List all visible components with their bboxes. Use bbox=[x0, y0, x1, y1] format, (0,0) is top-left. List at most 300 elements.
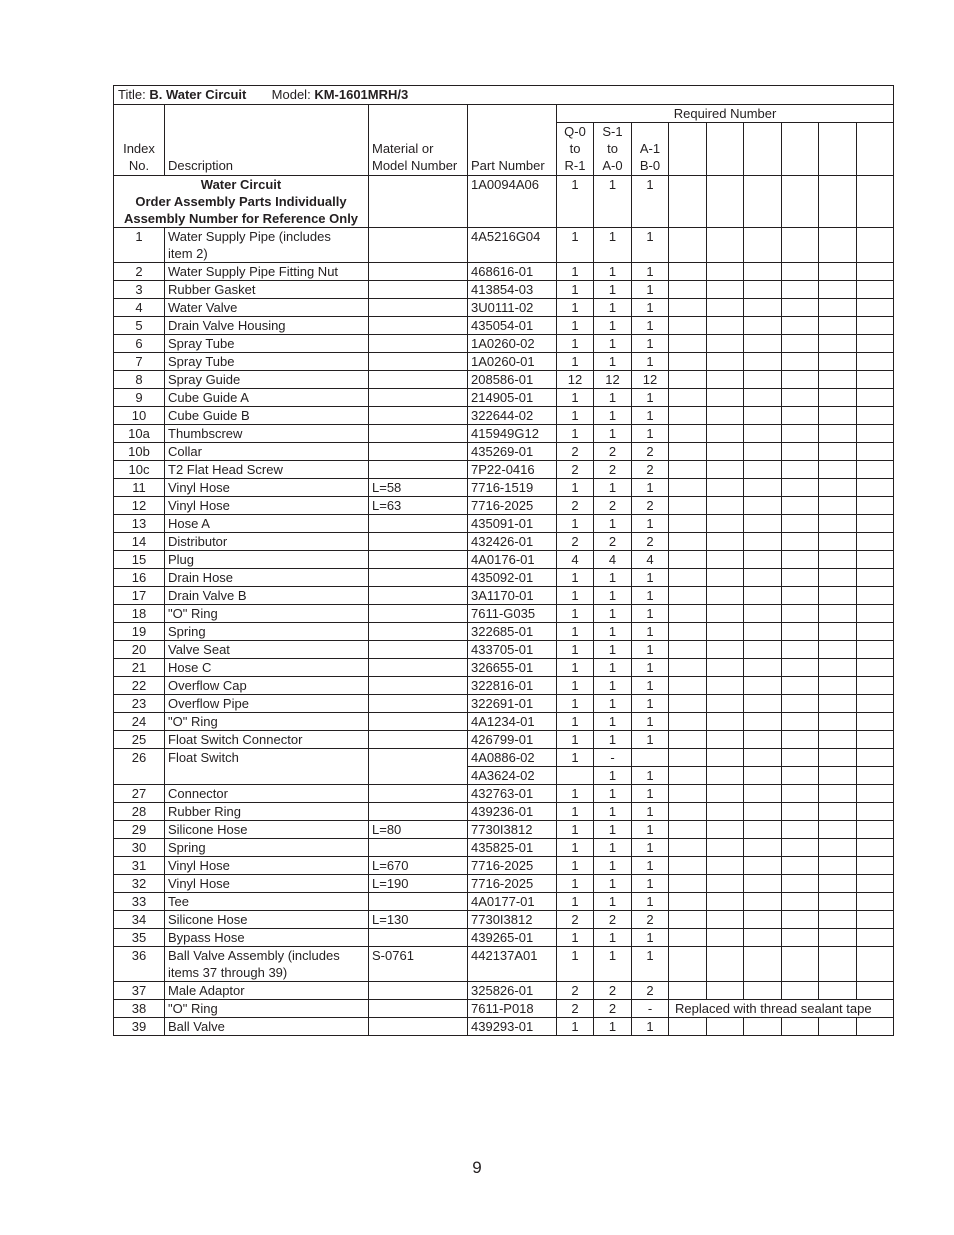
material-cell bbox=[369, 443, 468, 461]
index-cell: 18 bbox=[114, 605, 165, 623]
part-number-cell: 322685-01 bbox=[468, 623, 557, 641]
q-range-header: Q-0 to R-1 bbox=[557, 123, 594, 176]
qty-s-cell: 1 bbox=[594, 803, 632, 821]
qty-s-cell: 1 bbox=[594, 299, 632, 317]
qty-a-cell: 1 bbox=[632, 623, 669, 641]
table-row bbox=[114, 353, 894, 371]
qty-s-cell: 1 bbox=[594, 353, 632, 371]
material-cell bbox=[369, 335, 468, 353]
table-row bbox=[114, 839, 894, 857]
qty-q-cell: 1 bbox=[557, 407, 594, 425]
title-value: B. Water Circuit bbox=[149, 87, 247, 102]
qty-q-cell: 1 bbox=[557, 857, 594, 875]
qty-q-cell: 2 bbox=[557, 911, 594, 929]
material-cell: S-0761 bbox=[369, 947, 468, 982]
description-cell: Distributor bbox=[165, 533, 369, 551]
replacement-note: Replaced with thread sealant tape bbox=[669, 1000, 894, 1018]
part-number-cell: 435269-01 bbox=[468, 443, 557, 461]
table-row bbox=[114, 623, 894, 641]
material-cell bbox=[369, 263, 468, 281]
description-cell: Ball Valve Assembly (includes items 37 through 39) bbox=[165, 947, 369, 982]
qty-q-cell: 1 bbox=[557, 695, 594, 713]
index-cell: 16 bbox=[114, 569, 165, 587]
qty-q-cell: 1 bbox=[557, 425, 594, 443]
part-number-cell: 322816-01 bbox=[468, 677, 557, 695]
qty-a-cell: 1 bbox=[632, 731, 669, 749]
material-cell bbox=[369, 587, 468, 605]
description-cell: Float Switch Connector bbox=[165, 731, 369, 749]
qty-q-cell: 1 bbox=[557, 659, 594, 677]
qty-a-cell: 1 bbox=[632, 641, 669, 659]
description-cell: Water Valve bbox=[165, 299, 369, 317]
description-cell: Vinyl Hose bbox=[165, 875, 369, 893]
assembly-part-number: 1A0094A06 bbox=[468, 176, 557, 228]
index-cell: 5 bbox=[114, 317, 165, 335]
qty-s-cell: 1 bbox=[594, 407, 632, 425]
qty-a-cell bbox=[632, 749, 669, 767]
qty-q-cell: 1 bbox=[557, 281, 594, 299]
table-row bbox=[114, 425, 894, 443]
qty-a-cell: 1 bbox=[632, 335, 669, 353]
part-number-cell: 435054-01 bbox=[468, 317, 557, 335]
index-cell: 3 bbox=[114, 281, 165, 299]
index-cell: 33 bbox=[114, 893, 165, 911]
qty-s-cell: 2 bbox=[594, 497, 632, 515]
s-range-header: S-1 to A-0 bbox=[594, 123, 632, 176]
qty-a-cell: 2 bbox=[632, 443, 669, 461]
part-number-cell: 325826-01 bbox=[468, 982, 557, 1000]
qty-q-cell: 1 bbox=[557, 317, 594, 335]
qty-s-cell: 1 bbox=[594, 587, 632, 605]
index-cell: 24 bbox=[114, 713, 165, 731]
table-row bbox=[114, 857, 894, 875]
part-number-cell: 468616-01 bbox=[468, 263, 557, 281]
material-cell bbox=[369, 839, 468, 857]
index-cell: 8 bbox=[114, 371, 165, 389]
description-cell: Drain Valve Housing bbox=[165, 317, 369, 335]
qty-q-cell: 2 bbox=[557, 982, 594, 1000]
qty-s-cell: 1 bbox=[594, 857, 632, 875]
table-row bbox=[114, 982, 894, 1000]
qty-s-cell: 1 bbox=[594, 317, 632, 335]
description-cell: Collar bbox=[165, 443, 369, 461]
description-cell: Connector bbox=[165, 785, 369, 803]
description-cell: Hose A bbox=[165, 515, 369, 533]
material-cell bbox=[369, 228, 468, 263]
qty-a-cell: 1 bbox=[632, 785, 669, 803]
material-cell bbox=[369, 749, 468, 785]
qty-a-cell: 1 bbox=[632, 317, 669, 335]
material-cell bbox=[369, 425, 468, 443]
description-cell: "O" Ring bbox=[165, 713, 369, 731]
table-row bbox=[114, 551, 894, 569]
table-row bbox=[114, 641, 894, 659]
part-number-cell: 7730I3812 bbox=[468, 821, 557, 839]
material-cell bbox=[369, 317, 468, 335]
description-cell: Drain Hose bbox=[165, 569, 369, 587]
qty-a-cell: 1 bbox=[632, 929, 669, 947]
description-cell: Silicone Hose bbox=[165, 911, 369, 929]
material-cell bbox=[369, 641, 468, 659]
description-cell: Overflow Cap bbox=[165, 677, 369, 695]
qty-q-cell: 1 bbox=[557, 749, 594, 767]
qty-s-cell: 1 bbox=[594, 767, 632, 785]
part-number-cell: 439265-01 bbox=[468, 929, 557, 947]
table-row bbox=[114, 749, 894, 767]
description-cell: Water Supply Pipe Fitting Nut bbox=[165, 263, 369, 281]
table-row bbox=[114, 389, 894, 407]
index-cell: 29 bbox=[114, 821, 165, 839]
index-cell: 10b bbox=[114, 443, 165, 461]
description-cell: Rubber Gasket bbox=[165, 281, 369, 299]
description-cell: Vinyl Hose bbox=[165, 857, 369, 875]
table-row bbox=[114, 785, 894, 803]
index-cell: 2 bbox=[114, 263, 165, 281]
qty-q-cell: 1 bbox=[557, 228, 594, 263]
material-cell: L=130 bbox=[369, 911, 468, 929]
qty-q-cell: 1 bbox=[557, 569, 594, 587]
part-number-cell: 439236-01 bbox=[468, 803, 557, 821]
table-row bbox=[114, 299, 894, 317]
index-cell: 32 bbox=[114, 875, 165, 893]
part-number-cell: 426799-01 bbox=[468, 731, 557, 749]
table-row bbox=[114, 1018, 894, 1036]
qty-q-cell: 1 bbox=[557, 713, 594, 731]
part-number-cell: 7716-2025 bbox=[468, 497, 557, 515]
part-number-cell: 4A1234-01 bbox=[468, 713, 557, 731]
qty-a-cell: 1 bbox=[632, 479, 669, 497]
qty-q-cell: 1 bbox=[557, 893, 594, 911]
qty-a-cell: 1 bbox=[632, 767, 669, 785]
part-number-cell: 214905-01 bbox=[468, 389, 557, 407]
index-cell: 11 bbox=[114, 479, 165, 497]
material-cell bbox=[369, 623, 468, 641]
description-cell: Cube Guide A bbox=[165, 389, 369, 407]
qty-a-cell: 1 bbox=[632, 677, 669, 695]
material-cell: L=190 bbox=[369, 875, 468, 893]
index-cell: 1 bbox=[114, 228, 165, 263]
description-cell: Vinyl Hose bbox=[165, 497, 369, 515]
qty-s-cell: 2 bbox=[594, 1000, 632, 1018]
qty-a-cell: 1 bbox=[632, 263, 669, 281]
material-cell bbox=[369, 605, 468, 623]
index-cell: 12 bbox=[114, 497, 165, 515]
table-row bbox=[114, 821, 894, 839]
material-cell: L=670 bbox=[369, 857, 468, 875]
description-cell: Hose C bbox=[165, 659, 369, 677]
part-number-cell: 7611-G035 bbox=[468, 605, 557, 623]
qty-q-cell bbox=[557, 767, 594, 785]
part-number-cell: 413854-03 bbox=[468, 281, 557, 299]
qty-q-cell: 12 bbox=[557, 371, 594, 389]
description-cell: Spring bbox=[165, 839, 369, 857]
index-cell: 38 bbox=[114, 1000, 165, 1018]
material-cell bbox=[369, 461, 468, 479]
index-cell: 35 bbox=[114, 929, 165, 947]
qty-q-cell: 1 bbox=[557, 389, 594, 407]
index-cell: 22 bbox=[114, 677, 165, 695]
qty-a-cell: 2 bbox=[632, 533, 669, 551]
description-cell: T2 Flat Head Screw bbox=[165, 461, 369, 479]
part-number-cell: 7716-2025 bbox=[468, 875, 557, 893]
part-number-cell: 4A0177-01 bbox=[468, 893, 557, 911]
table-row bbox=[114, 533, 894, 551]
index-cell: 20 bbox=[114, 641, 165, 659]
qty-q-cell: 1 bbox=[557, 353, 594, 371]
qty-s-cell: 1 bbox=[594, 785, 632, 803]
part-number-cell: 433705-01 bbox=[468, 641, 557, 659]
part-number-cell: 442137A01 bbox=[468, 947, 557, 982]
material-cell bbox=[369, 281, 468, 299]
material-cell bbox=[369, 299, 468, 317]
material-cell bbox=[369, 569, 468, 587]
material-cell: L=58 bbox=[369, 479, 468, 497]
index-cell: 34 bbox=[114, 911, 165, 929]
part-number-cell: 1A0260-01 bbox=[468, 353, 557, 371]
index-cell: 37 bbox=[114, 982, 165, 1000]
table-row bbox=[114, 677, 894, 695]
table-row bbox=[114, 1000, 894, 1018]
description-cell: Vinyl Hose bbox=[165, 479, 369, 497]
material-header: Material or Model Number bbox=[369, 105, 468, 176]
index-cell: 15 bbox=[114, 551, 165, 569]
table-row bbox=[114, 605, 894, 623]
part-number-cell: 4A0886-02 bbox=[468, 749, 557, 767]
qty-a-cell: 1 bbox=[632, 281, 669, 299]
assembly-description: Water Circuit Order Assembly Parts Individually Assembly Number for Reference Only bbox=[114, 176, 369, 228]
table-row bbox=[114, 479, 894, 497]
qty-a-cell: 1 bbox=[632, 1018, 669, 1036]
table-row bbox=[114, 695, 894, 713]
part-number-cell: 435825-01 bbox=[468, 839, 557, 857]
qty-s-cell: 4 bbox=[594, 551, 632, 569]
qty-q-cell: 1 bbox=[557, 299, 594, 317]
part-number-header: Part Number bbox=[468, 105, 557, 176]
qty-q-cell: 2 bbox=[557, 1000, 594, 1018]
a-range-header: A-1 B-0 bbox=[632, 123, 669, 176]
qty-a-cell: 1 bbox=[632, 569, 669, 587]
qty-s-cell: 1 bbox=[594, 713, 632, 731]
qty-a-cell: 1 bbox=[632, 587, 669, 605]
qty-a-cell: 1 bbox=[632, 821, 669, 839]
material-cell bbox=[369, 695, 468, 713]
part-number-cell: 7P22-0416 bbox=[468, 461, 557, 479]
qty-a-cell: 2 bbox=[632, 461, 669, 479]
description-cell: Overflow Pipe bbox=[165, 695, 369, 713]
qty-s-cell: 1 bbox=[594, 821, 632, 839]
qty-s-cell: 1 bbox=[594, 677, 632, 695]
part-number-cell: 432426-01 bbox=[468, 533, 557, 551]
part-number-cell: 439293-01 bbox=[468, 1018, 557, 1036]
description-cell: "O" Ring bbox=[165, 605, 369, 623]
model-value: KM-1601MRH/3 bbox=[314, 87, 409, 102]
page-number: 9 bbox=[472, 1158, 482, 1177]
model-label: Model: bbox=[271, 87, 311, 102]
qty-q-cell: 1 bbox=[557, 875, 594, 893]
title-label: Title: bbox=[118, 87, 146, 102]
qty-s-cell: 1 bbox=[594, 695, 632, 713]
part-number-cell: 1A0260-02 bbox=[468, 335, 557, 353]
qty-s-cell: 1 bbox=[594, 515, 632, 533]
qty-a-cell: 1 bbox=[632, 228, 669, 263]
qty-s-cell: 1 bbox=[594, 389, 632, 407]
qty-s-cell: 1 bbox=[594, 569, 632, 587]
qty-a-cell: 1 bbox=[632, 857, 669, 875]
description-cell: Bypass Hose bbox=[165, 929, 369, 947]
table-row bbox=[114, 659, 894, 677]
description-cell: Thumbscrew bbox=[165, 425, 369, 443]
qty-q-cell: 1 bbox=[557, 641, 594, 659]
table-row bbox=[114, 515, 894, 533]
part-number-cell: 4A5216G04 bbox=[468, 228, 557, 263]
table-row bbox=[114, 461, 894, 479]
material-cell bbox=[369, 353, 468, 371]
table-row bbox=[114, 443, 894, 461]
material-cell: L=63 bbox=[369, 497, 468, 515]
index-cell: 10 bbox=[114, 407, 165, 425]
description-header: Description bbox=[165, 105, 369, 176]
qty-s-cell: 2 bbox=[594, 982, 632, 1000]
required-number-header: Required Number bbox=[557, 105, 894, 123]
qty-q-cell: 1 bbox=[557, 731, 594, 749]
qty-q-cell: 1 bbox=[557, 605, 594, 623]
qty-s-cell: 1 bbox=[594, 605, 632, 623]
qty-a-cell: 1 bbox=[632, 299, 669, 317]
qty-a-cell: 1 bbox=[632, 353, 669, 371]
qty-a-cell: 1 bbox=[632, 947, 669, 982]
table-row bbox=[114, 371, 894, 389]
table-row bbox=[114, 228, 894, 263]
table-row bbox=[114, 893, 894, 911]
index-cell: 6 bbox=[114, 335, 165, 353]
qty-s-cell: 1 bbox=[594, 731, 632, 749]
qty-q-cell: 1 bbox=[557, 803, 594, 821]
index-cell: 4 bbox=[114, 299, 165, 317]
qty-q-cell: 1 bbox=[557, 1018, 594, 1036]
index-cell: 28 bbox=[114, 803, 165, 821]
table-row bbox=[114, 281, 894, 299]
qty-q-cell: 2 bbox=[557, 443, 594, 461]
qty-q-cell: 1 bbox=[557, 947, 594, 982]
description-cell: "O" Ring bbox=[165, 1000, 369, 1018]
qty-a-cell: 12 bbox=[632, 371, 669, 389]
part-number-cell: 3A1170-01 bbox=[468, 587, 557, 605]
index-cell: 21 bbox=[114, 659, 165, 677]
qty-q-cell: 1 bbox=[557, 587, 594, 605]
part-number-cell: 3U0111-02 bbox=[468, 299, 557, 317]
table-row bbox=[114, 317, 894, 335]
qty-q-cell: 2 bbox=[557, 533, 594, 551]
description-cell: Male Adaptor bbox=[165, 982, 369, 1000]
material-cell bbox=[369, 515, 468, 533]
qty-a-cell: 1 bbox=[632, 605, 669, 623]
qty-q-cell: 1 bbox=[557, 839, 594, 857]
qty-s-cell: 1 bbox=[594, 839, 632, 857]
description-cell: Cube Guide B bbox=[165, 407, 369, 425]
qty-q-cell: 1 bbox=[557, 515, 594, 533]
description-cell: Silicone Hose bbox=[165, 821, 369, 839]
part-number-cell: 432763-01 bbox=[468, 785, 557, 803]
qty-a-cell: 2 bbox=[632, 497, 669, 515]
material-cell bbox=[369, 713, 468, 731]
index-cell: 27 bbox=[114, 785, 165, 803]
description-cell: Spray Tube bbox=[165, 335, 369, 353]
qty-q-cell: 1 bbox=[557, 785, 594, 803]
qty-q-cell: 2 bbox=[557, 497, 594, 515]
description-cell: Spray Guide bbox=[165, 371, 369, 389]
qty-s-cell: 1 bbox=[594, 875, 632, 893]
table-row bbox=[114, 713, 894, 731]
table-row bbox=[114, 263, 894, 281]
index-cell: 14 bbox=[114, 533, 165, 551]
index-cell: 26 bbox=[114, 749, 165, 785]
qty-a-cell: 1 bbox=[632, 713, 669, 731]
qty-s-cell: 12 bbox=[594, 371, 632, 389]
qty-s-cell: 2 bbox=[594, 461, 632, 479]
description-cell: Ball Valve bbox=[165, 1018, 369, 1036]
table-row bbox=[114, 911, 894, 929]
part-number-cell: 326655-01 bbox=[468, 659, 557, 677]
part-number-cell: 7611-P018 bbox=[468, 1000, 557, 1018]
table-row bbox=[114, 587, 894, 605]
qty-a-cell: 1 bbox=[632, 407, 669, 425]
index-cell: 31 bbox=[114, 857, 165, 875]
qty-s-cell: 2 bbox=[594, 911, 632, 929]
qty-a-cell: 1 bbox=[632, 515, 669, 533]
description-cell: Spring bbox=[165, 623, 369, 641]
index-cell: 13 bbox=[114, 515, 165, 533]
material-cell bbox=[369, 982, 468, 1000]
part-number-cell: 415949G12 bbox=[468, 425, 557, 443]
qty-s-cell: 1 bbox=[594, 623, 632, 641]
description-cell: Tee bbox=[165, 893, 369, 911]
part-number-cell: 4A3624-02 bbox=[468, 767, 557, 785]
material-cell bbox=[369, 731, 468, 749]
material-cell bbox=[369, 659, 468, 677]
material-cell: L=80 bbox=[369, 821, 468, 839]
table-row bbox=[114, 803, 894, 821]
qty-s-cell: 1 bbox=[594, 281, 632, 299]
description-cell: Valve Seat bbox=[165, 641, 369, 659]
qty-q-cell: 1 bbox=[557, 263, 594, 281]
qty-a-cell: 1 bbox=[632, 839, 669, 857]
table-row bbox=[114, 947, 894, 982]
qty-s-cell: - bbox=[594, 749, 632, 767]
qty-a-cell: - bbox=[632, 1000, 669, 1018]
qty-s-cell: 2 bbox=[594, 533, 632, 551]
qty-s-cell: 1 bbox=[594, 1018, 632, 1036]
qty-q-cell: 4 bbox=[557, 551, 594, 569]
title-bar bbox=[114, 86, 894, 105]
part-number-cell: 322691-01 bbox=[468, 695, 557, 713]
part-number-cell: 4A0176-01 bbox=[468, 551, 557, 569]
part-number-cell: 435091-01 bbox=[468, 515, 557, 533]
index-cell: 25 bbox=[114, 731, 165, 749]
index-cell: 17 bbox=[114, 587, 165, 605]
table-row bbox=[114, 731, 894, 749]
qty-a-cell: 2 bbox=[632, 911, 669, 929]
qty-s-cell: 2 bbox=[594, 443, 632, 461]
material-cell bbox=[369, 803, 468, 821]
part-number-cell: 7730I3812 bbox=[468, 911, 557, 929]
table-row bbox=[114, 875, 894, 893]
qty-q-cell: 2 bbox=[557, 461, 594, 479]
parts-table: Title: B. Water Circuit Model: KM-1601MRH/3 Index No. Description Material or Model Number Part Number Required Number Q-0 to R-1 S-1 to A-0 A-1 B-0 Water Circuit Order Assembly Parts Individually Assembly Number for Reference Only 1A0094A06 1 1 1 1 Water Supply Pipe (includes item 2) 4A5216G04 1 1 1 2 Water Supply Pipe Fitting Nut 468616-01 1 1 1 3 Rubber Gasket 413854-03 1 1 1 4 Water Valve 3U0111-02 1 1 1 5 Drain Valve Housing 435054-01 1 1 1 6 Spray Tube 1A0260-02 1 1 1 7 Spray Tube 1A0260-01 1 1 1 8 Spray Guide 208586-01 12 12 12 9 Cube Guide A 214905-01 1 1 1 10 Cube Guide B 322644-02 1 1 1 10a Thumbscrew 415949G12 1 1 1 10b Collar 435269-01 2 2 2 10c T2 Flat Head Screw 7P22-0416 2 2 2 11 Vinyl Hose L=58 7716-1519 1 1 1 12 Vinyl Hose L=63 7716-2025 2 2 2 13 Hose A 435091-01 1 1 1 14 Distributor 432426-01 2 2 2 15 Plug 4A0176-01 4 4 4 16 Drain Hose 435092-01 1 1 1 17 Drain Valve B 3A1170-01 1 1 1 18 "O" Ring 7611-G035 1 1 1 19 Spring 322685-01 1 1 1 20 Valve Seat 433705-01 1 1 1 21 Hose C 326655-01 1 1 1 22 Overflow Cap 322816-01 1 1 1 23 Overflow Pipe 322691-01 1 1 1 24 "O" Ring 4A1234-01 1 1 1 25 Float Switch Connector 426799-01 1 1 1 26 Float Switch 4A0886-02 1 - 4A3624-02 1 1 27 Connector 432763-01 1 1 1 28 Rubber Ring 439236-01 1 1 1 29 Silicone Hose L=80 7730I3812 1 1 1 30 Spring 435825-01 1 1 1 31 Vinyl Hose L=670 7716-2025 1 1 1 32 Vinyl Hose L=190 7716-2025 1 1 1 33 Tee 4A0177-01 1 1 1 34 Silicone Hose L=130 7730I3812 2 2 2 35 Bypass Hose 439265-01 1 1 1 36 Ball Valve Assembly (includes items 37 through 39) S-0761 442137A01 1 1 1 37 Male Adaptor 325826-01 2 2 2 38 "O" Ring 7611-P018 2 2 - Replaced with thread sealant tape 39 Ball Valve 439293-01 1 1 1 bbox=[113, 85, 894, 1036]
qty-s-cell: 1 bbox=[594, 263, 632, 281]
table-row bbox=[114, 929, 894, 947]
qty-s-cell: 1 bbox=[594, 479, 632, 497]
qty-a-cell: 1 bbox=[632, 389, 669, 407]
